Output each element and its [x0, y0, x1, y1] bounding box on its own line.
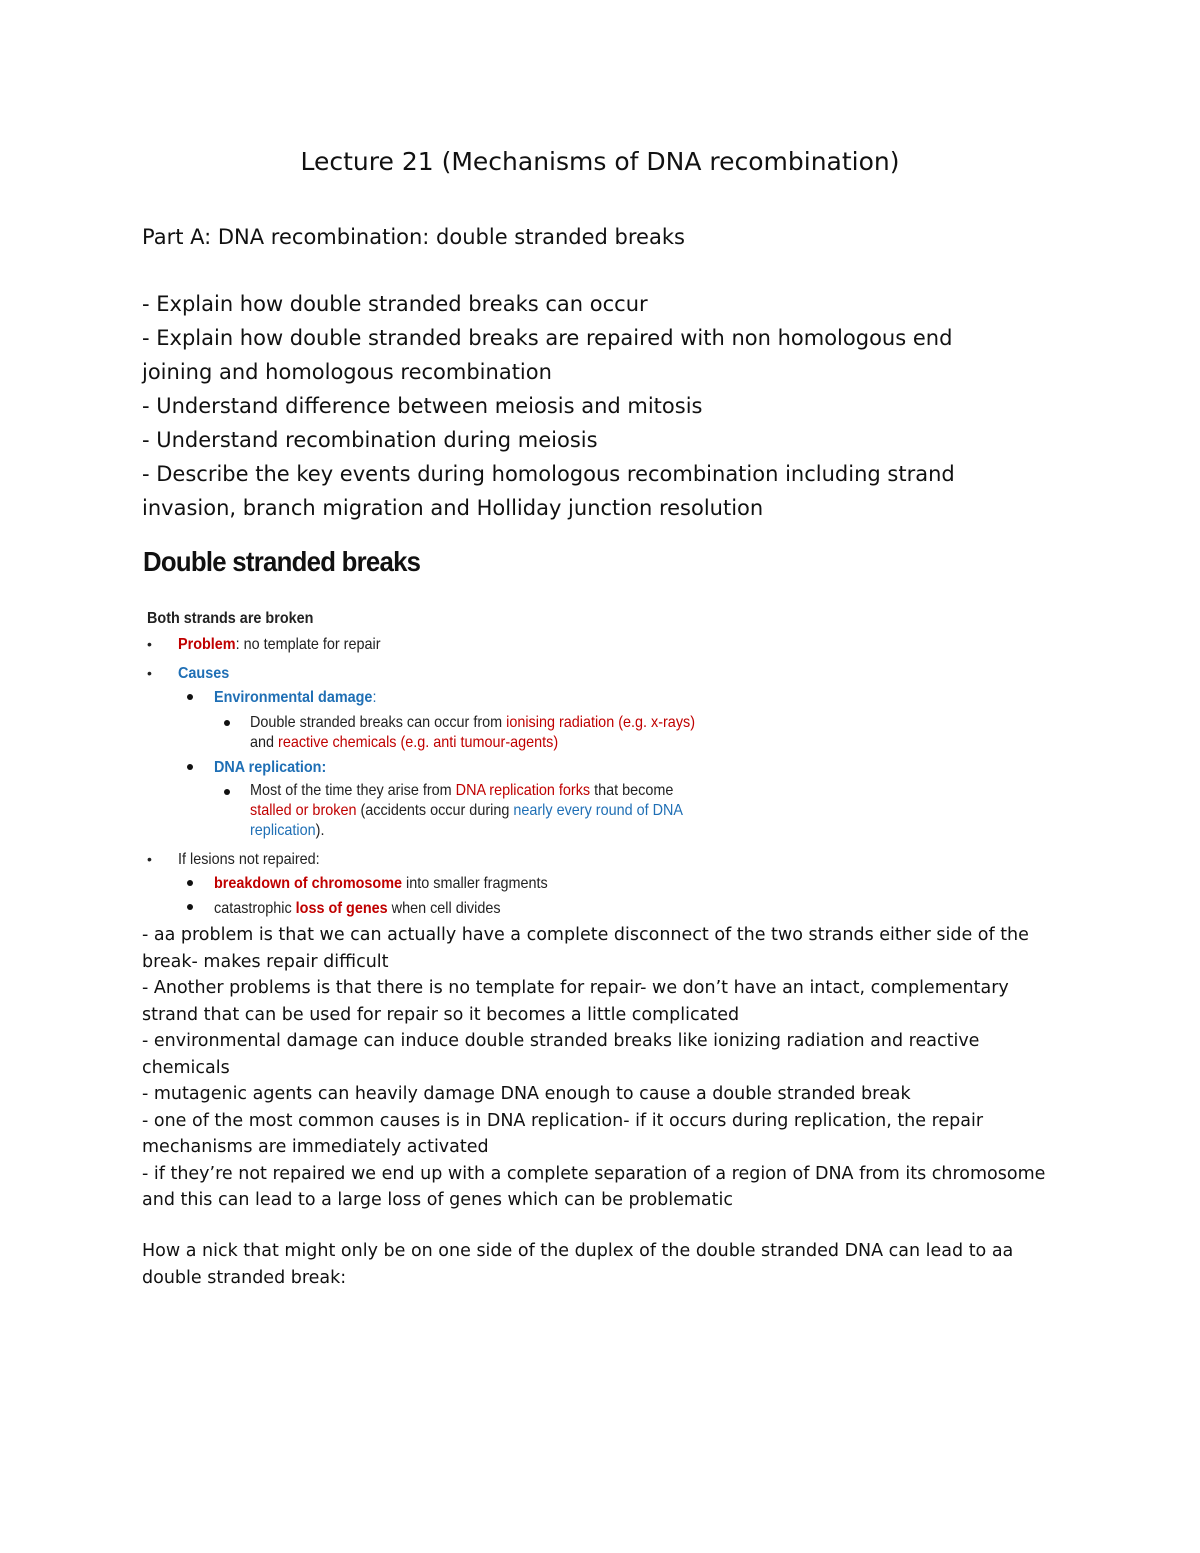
slide-dna-replication: DNA replication:: [214, 759, 327, 776]
slide-problem: Problem: no template for repair: [178, 636, 381, 653]
bullet-icon: •: [147, 851, 152, 867]
objective-line: - Explain how double stranded breaks can occur: [142, 292, 648, 316]
note-line: - mutagenic agents can heavily damage DNA enough to cause a double stranded break: [142, 1084, 911, 1104]
slide-env-damage: Environmental damage:: [214, 689, 377, 706]
part-heading: Part A: DNA recombination: double stranded breaks: [142, 225, 685, 249]
note-line: - Another problems is that there is no template for repair- we don’t have an intact, complementary: [142, 978, 1009, 998]
slide-causes: Causes: [178, 665, 230, 682]
slide-rep-line: replication).: [250, 822, 325, 839]
slide-title: Double stranded breaks: [143, 546, 421, 577]
bullet-icon: [187, 904, 193, 910]
bullet-icon: [187, 880, 193, 886]
note-line: mechanisms are immediately activated: [142, 1137, 489, 1157]
slide-rep-line: Most of the time they arise from DNA replication forks that become: [250, 782, 674, 799]
bullet-icon: [187, 694, 193, 700]
note-line: strand that can be used for repair so it becomes a little complicated: [142, 1004, 740, 1025]
objective-line: - Understand recombination during meiosis: [142, 428, 598, 452]
bullet-icon: •: [147, 636, 152, 652]
slide-loss: catastrophic loss of genes when cell divides: [214, 900, 501, 917]
note-line: - environmental damage can induce double stranded breaks like ionizing radiation and reactive: [142, 1031, 980, 1051]
slide-lesions: If lesions not repaired:: [178, 851, 320, 868]
closing-line: double stranded break:: [142, 1267, 347, 1288]
slide-env-line: and reactive chemicals (e.g. anti tumour-agents): [250, 734, 559, 751]
note-line: and this can lead to a large loss of genes which can be problematic: [142, 1190, 734, 1210]
slide-subtitle: Both strands are broken: [147, 610, 314, 627]
objective-line: - Explain how double stranded breaks are repaired with non homologous end: [142, 326, 953, 350]
note-line: - one of the most common causes is in DNA replication- if it occurs during replication, the repair: [142, 1110, 984, 1131]
note-line: - aa problem is that we can actually have a complete disconnect of the two strands either side of the: [142, 925, 1029, 945]
closing-paragraph: [142, 1238, 1102, 1291]
note-line: chemicals: [142, 1057, 230, 1078]
closing-line: How a nick that might only be on one side of the duplex of the double stranded DNA can lead to aa: [142, 1241, 1014, 1261]
lecture-notes: [142, 922, 1102, 1214]
bullet-icon: •: [147, 665, 152, 681]
bullet-icon: [224, 720, 230, 726]
bullet-icon: [187, 764, 193, 770]
objective-line: invasion, branch migration and Holliday junction resolution: [142, 496, 764, 520]
note-line: - if they’re not repaired we end up with a complete separation of a region of DNA from its chromosome: [142, 1163, 1046, 1184]
objectives-list: [142, 287, 1062, 525]
page-title: Lecture 21 (Mechanisms of DNA recombination): [300, 147, 900, 176]
slide-env-line: Double stranded breaks can occur from ionising radiation (e.g. x-rays): [250, 714, 696, 731]
objective-line: joining and homologous recombination: [142, 360, 552, 384]
slide-rep-line: stalled or broken (accidents occur during nearly every round of DNA: [250, 802, 684, 819]
objective-line: - Understand difference between meiosis and mitosis: [142, 394, 703, 418]
slide-breakdown: breakdown of chromosome into smaller fragments: [214, 875, 548, 892]
bullet-icon: [224, 789, 230, 795]
note-line: break- makes repair difficult: [142, 951, 389, 972]
objective-line: - Describe the key events during homologous recombination including strand: [142, 462, 955, 486]
